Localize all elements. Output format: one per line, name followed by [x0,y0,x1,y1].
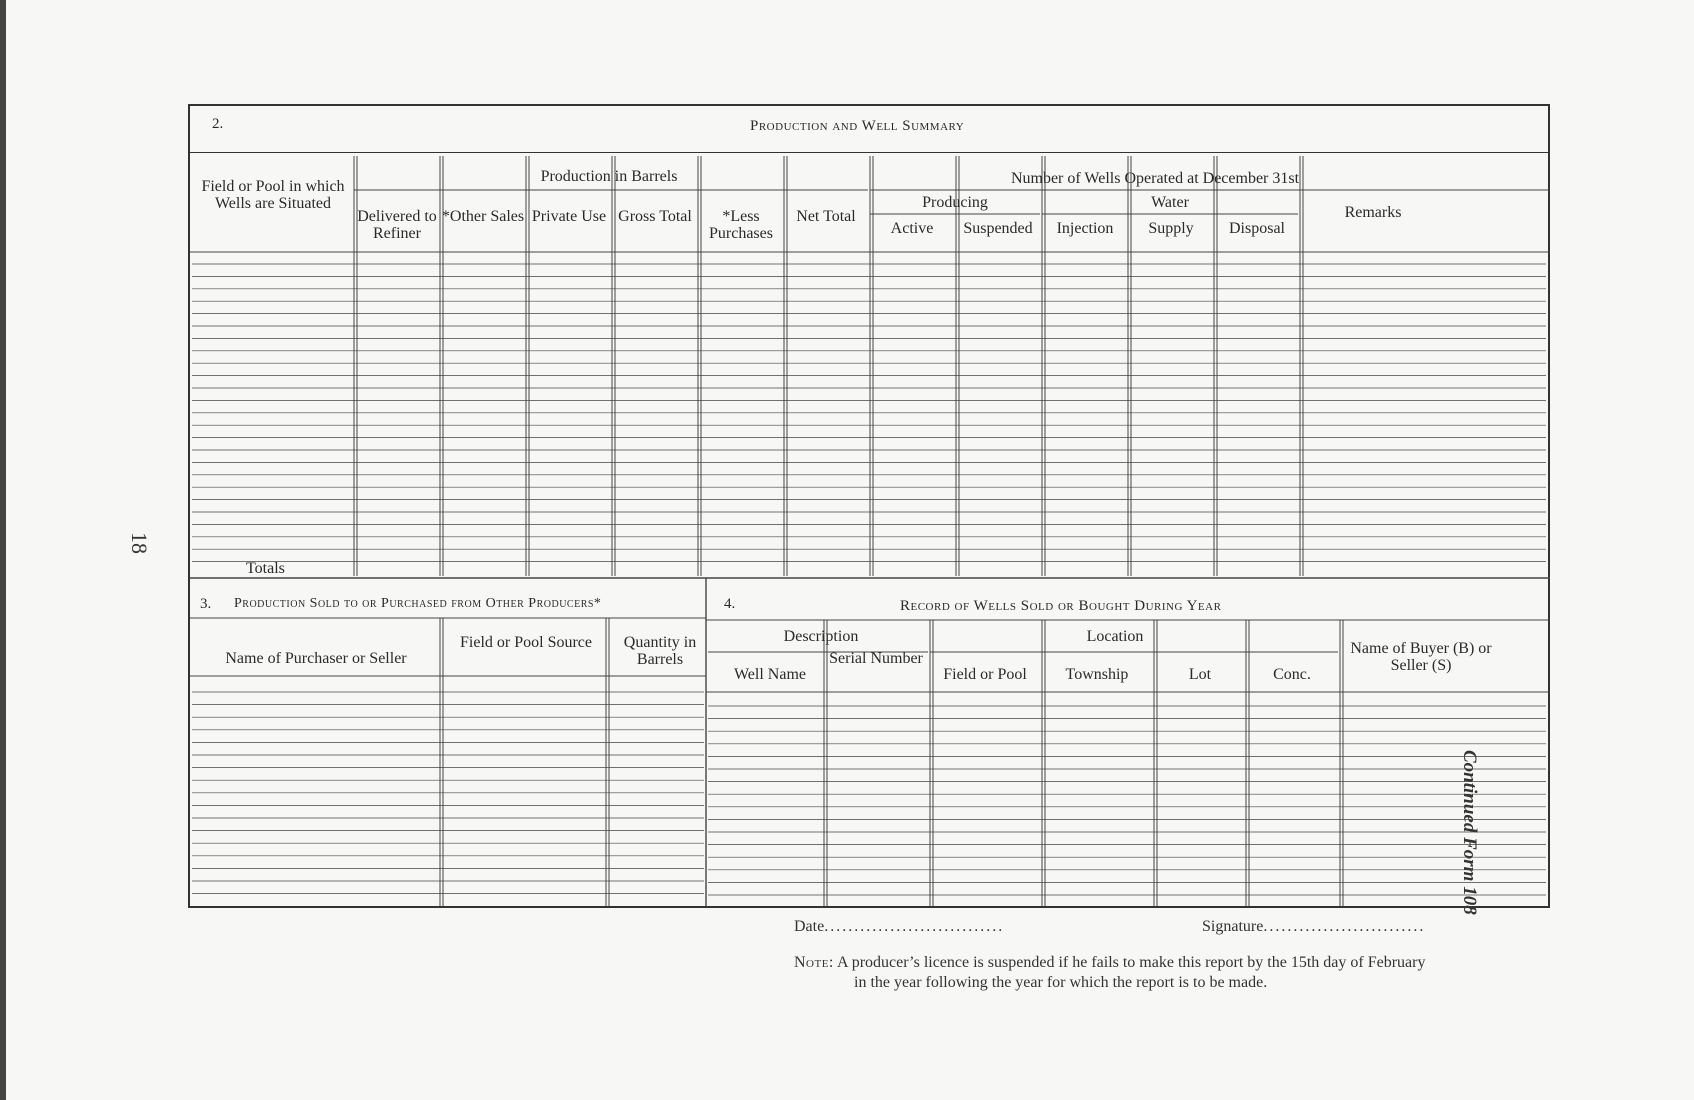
col-field-source-header: Field or Pool Source [460,634,592,651]
col-disposal-header: Disposal [1229,220,1285,237]
note-label: Note: [794,954,834,971]
note-line-2: in the year following the year for which the report is to be made. [854,974,1268,991]
production-group-header: Production in Barrels [540,168,678,185]
section3-title: Production Sold to or Purchased from Other Producers* [234,596,602,611]
continued-form-label: Continued Form 108 [1459,750,1480,915]
signature-label: Signature [1202,918,1264,935]
col-well-name-header: Well Name [733,666,806,683]
date-dots[interactable]: .............................. [824,918,1005,935]
location-group-header: Location [1086,628,1144,645]
signature-dots[interactable]: ........................... [1263,918,1426,935]
note-block [794,954,1554,972]
page-number: 18 [127,532,152,554]
col-township-header: Township [1065,666,1129,683]
col-field-pool-header: Field or Pool [943,666,1027,683]
col-supply-header: Supply [1148,220,1194,237]
section4-number: 4. [724,596,736,612]
col-active-header: Active [890,220,934,237]
col-gross-total-header: Gross Total [618,208,692,225]
note-line-1: A producer’s licence is suspended if he fails to make this report by the 15th day of February [837,954,1426,971]
col-other-sales-header: *Other Sales [441,208,525,225]
description-group-header: Description [783,628,859,645]
col-purchaser-header: Name of Purchaser or Seller [225,650,407,667]
col-remarks-header: Remarks [1344,204,1402,221]
col-private-use-header: Private Use [531,208,607,225]
col-serial-header: Serial Number [829,650,923,667]
date-label: Date [794,918,825,935]
totals-label: Totals [246,560,285,577]
section4-title: Record of Wells Sold or Bought During Year [900,598,1222,614]
water-subheader: Water [1151,194,1189,211]
scan-edge [0,0,6,1100]
col-delivered-header: Delivered to Refiner [357,208,437,242]
signature-field [1202,918,1425,936]
col-injection-header: Injection [1056,220,1114,237]
col-field-header: Field or Pool in which Wells are Situated [201,178,345,212]
col-lot-header: Lot [1188,666,1212,683]
section3-number: 3. [200,596,212,612]
col-suspended-header: Suspended [963,220,1033,237]
section2-title: Production and Well Summary [750,118,965,134]
wells-group-header: Number of Wells Operated at December 31st [1010,170,1300,187]
production-form [188,104,1550,908]
section2-number: 2. [212,116,224,132]
col-quantity-header: Quantity in Barrels [623,634,697,668]
col-net-total-header: Net Total [796,208,856,225]
date-field [794,918,1004,936]
col-conc-header: Conc. [1273,666,1311,683]
section2-title-rule [190,152,1550,153]
col-buyer-seller-header: Name of Buyer (B) or Seller (S) [1350,640,1492,674]
producing-subheader: Producing [922,194,988,211]
col-less-purchases-header: *Less Purchases [709,208,773,242]
